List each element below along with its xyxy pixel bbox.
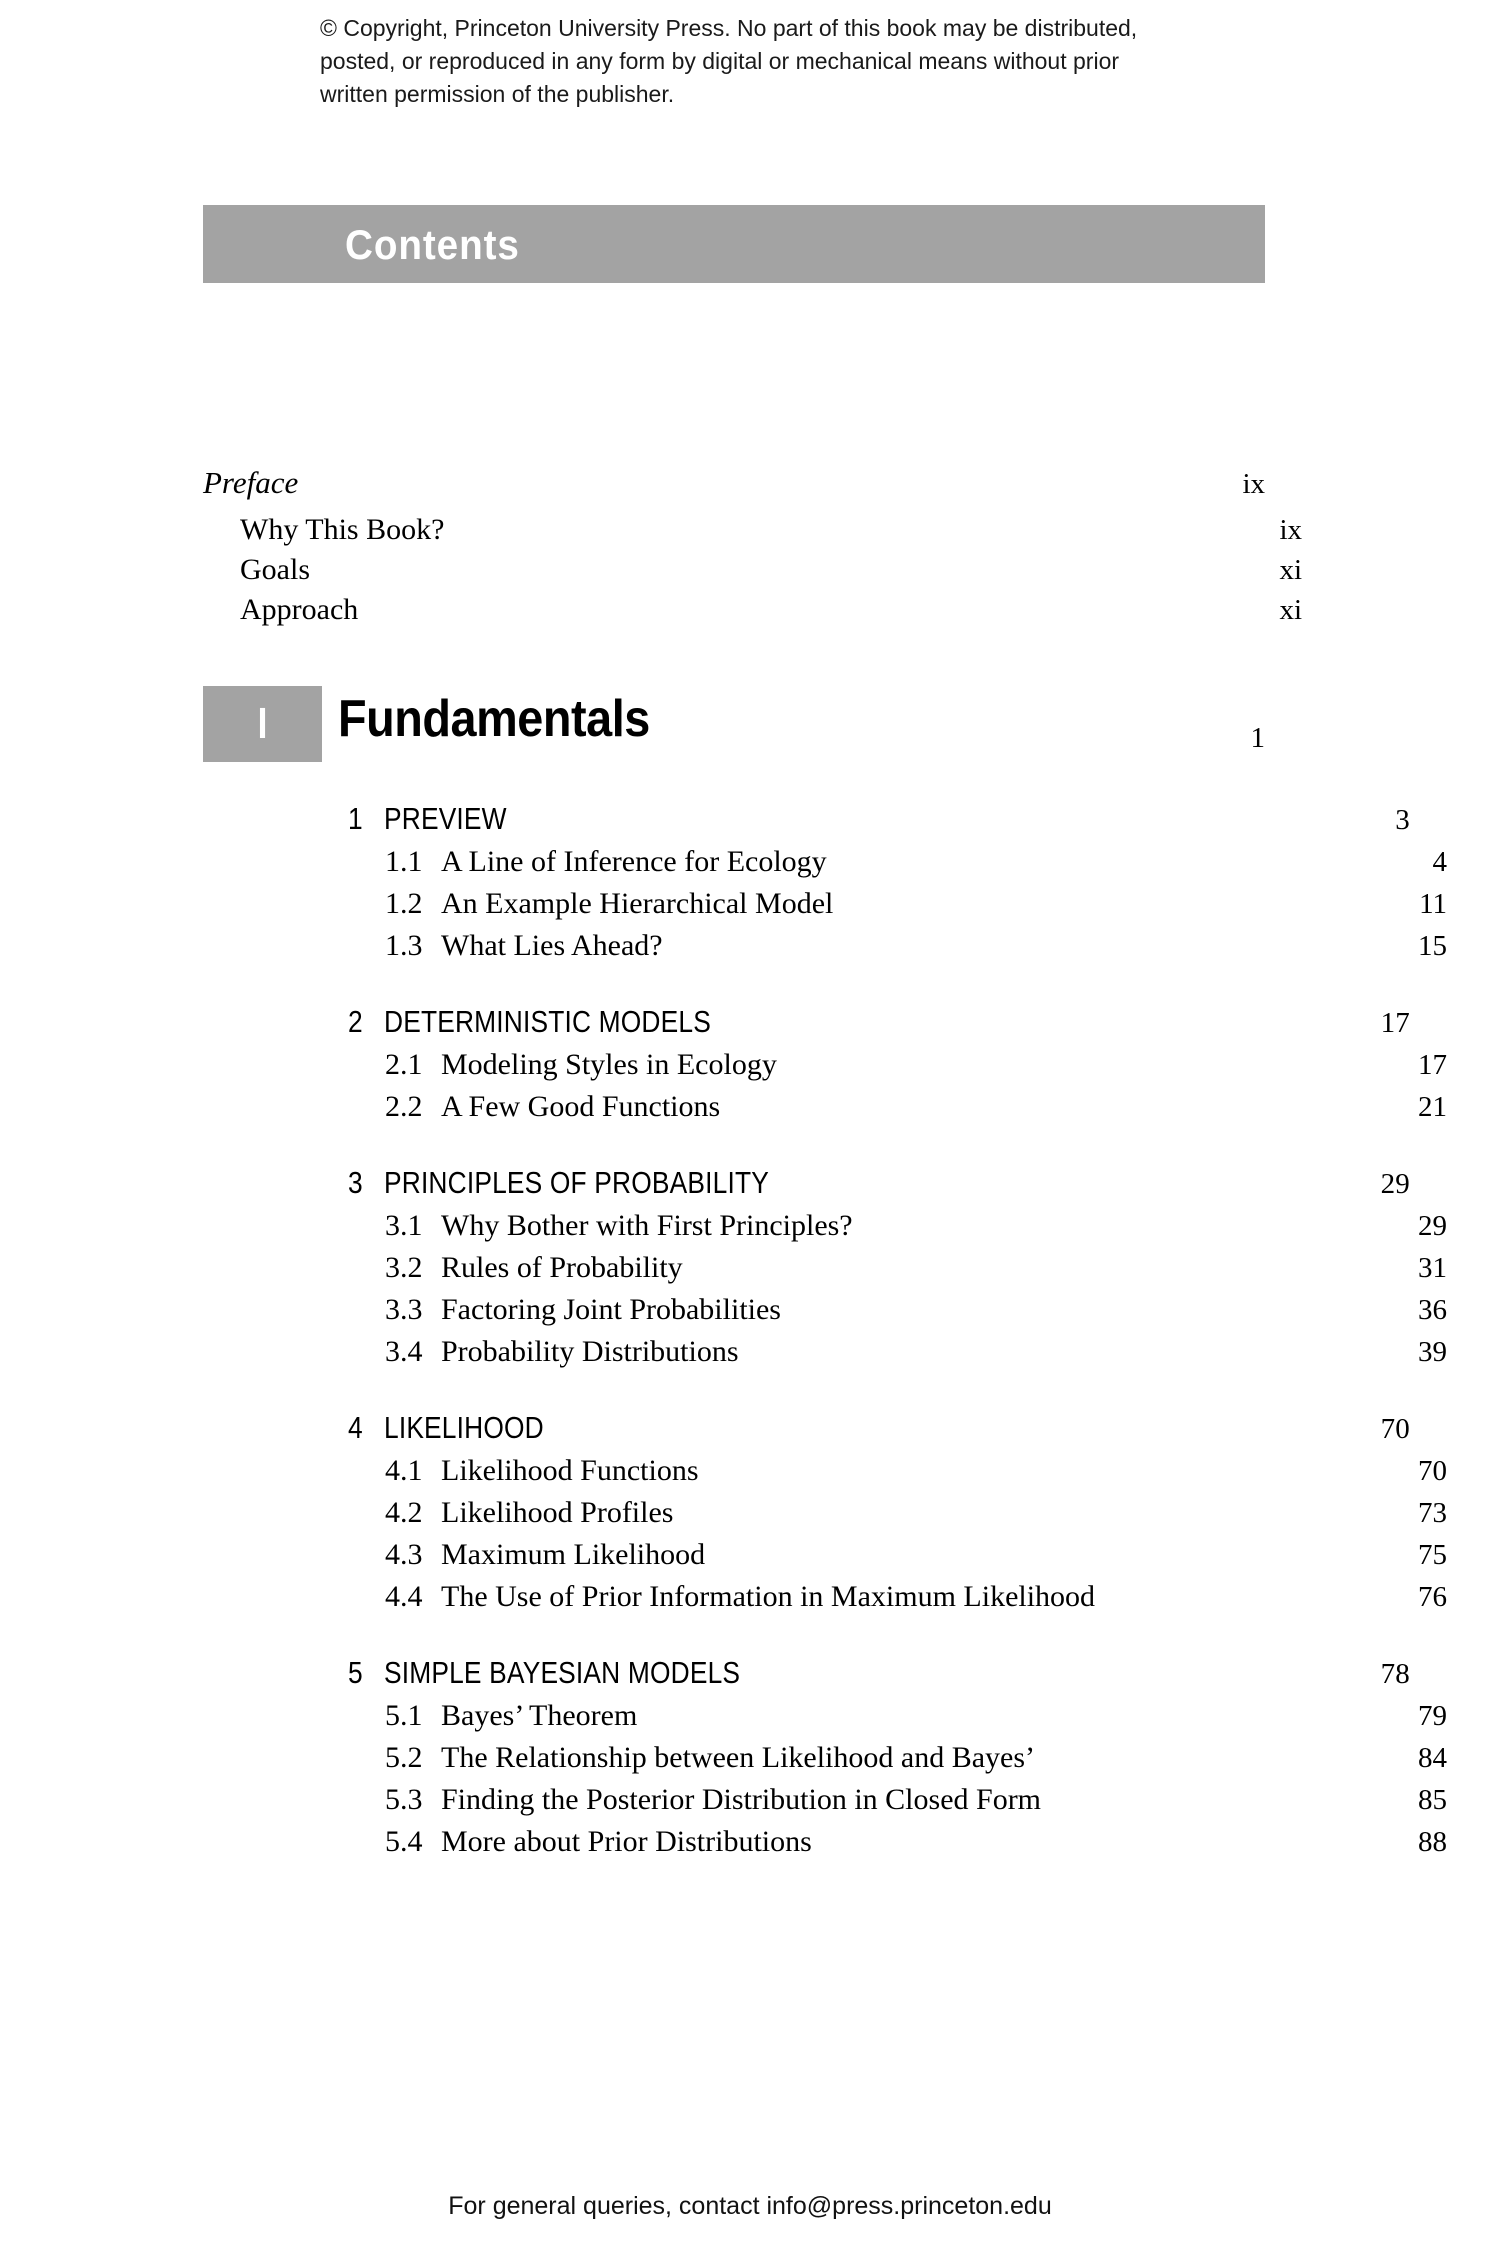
section-page-number: 17 (1418, 1049, 1447, 1081)
section-number: 5.3 (385, 1783, 423, 1816)
part-title: Fundamentals (338, 690, 650, 748)
section-page-number: 85 (1418, 1784, 1447, 1816)
section-title: Modeling Styles in Ecology (441, 1048, 777, 1081)
section-number: 4.3 (385, 1538, 423, 1571)
section-number: 2.2 (385, 1090, 423, 1123)
section-number: 5.2 (385, 1741, 423, 1774)
section-title: Factoring Joint Probabilities (441, 1293, 781, 1326)
chapter-page-number: 29 (1380, 1168, 1410, 1200)
section-title: An Example Hierarchical Model (441, 887, 834, 920)
chapter-number: 2 (348, 1004, 363, 1039)
entry-title: Preface (203, 465, 299, 500)
section-title: The Use of Prior Information in Maximum Likelihood (441, 1580, 1096, 1613)
section-title: A Few Good Functions (441, 1090, 721, 1123)
section-number: 1.2 (385, 887, 423, 920)
section-entry[interactable] (203, 1821, 1447, 1863)
page-title: Contents (345, 221, 520, 268)
chapter-group (203, 1001, 1447, 1128)
chapter-page-number: 70 (1380, 1413, 1410, 1445)
section-entry[interactable] (203, 1247, 1447, 1289)
section-number: 2.1 (385, 1048, 423, 1081)
section-page-number: 36 (1418, 1294, 1447, 1326)
section-entry[interactable] (203, 925, 1447, 967)
section-entry[interactable] (203, 1695, 1447, 1737)
section-entry[interactable] (203, 1331, 1447, 1373)
section-entry[interactable] (203, 1450, 1447, 1492)
entry-title: Goals (240, 553, 310, 586)
entry-title: Why This Book? (240, 513, 445, 546)
chapter-entry[interactable] (203, 1001, 1410, 1044)
section-number: 4.4 (385, 1580, 423, 1613)
section-entry[interactable] (203, 1576, 1447, 1618)
chapter-group (203, 1162, 1447, 1373)
chapter-title: SIMPLE BAYESIAN MODELS (384, 1655, 741, 1690)
section-entry[interactable] (203, 1737, 1447, 1779)
chapter-page-number: 78 (1380, 1658, 1410, 1690)
copyright-notice: © Copyright, Princeton University Press. No part of this book may be distributed, posted, or reproduced in any form by digital or mechanical means without prior written permission of the publisher. (320, 15, 1138, 107)
chapter-title: PRINCIPLES OF PROBABILITY (384, 1165, 769, 1200)
entry-page-number: xi (1279, 554, 1302, 586)
section-page-number: 73 (1418, 1497, 1447, 1529)
chapter-entry[interactable] (203, 1162, 1410, 1205)
part-page-number: 1 (1250, 722, 1265, 754)
section-page-number: 76 (1418, 1581, 1447, 1613)
section-entry[interactable] (203, 1534, 1447, 1576)
chapter-page-number: 3 (1395, 804, 1410, 836)
section-page-number: 31 (1418, 1252, 1447, 1284)
section-page-number: 11 (1419, 888, 1447, 920)
entry-title: Approach (240, 593, 359, 626)
chapter-entry[interactable] (203, 1407, 1410, 1450)
section-number: 4.2 (385, 1496, 423, 1529)
footer-note: For general queries, contact info@press.princeton.edu (448, 2192, 1052, 2220)
section-entry[interactable] (203, 1289, 1447, 1331)
section-entry[interactable] (203, 1044, 1447, 1086)
section-title: Likelihood Functions (441, 1454, 699, 1487)
chapter-number: 3 (348, 1165, 363, 1200)
section-title: Bayes’ Theorem (441, 1699, 638, 1732)
chapter-page-number: 17 (1380, 1007, 1410, 1039)
chapter-number: 5 (348, 1655, 363, 1690)
chapter-number: 1 (348, 801, 363, 836)
part-numeral: I (257, 699, 268, 748)
section-title: What Lies Ahead? (441, 929, 663, 962)
section-page-number: 21 (1418, 1091, 1447, 1123)
section-page-number: 75 (1418, 1539, 1447, 1571)
chapter-group (203, 1407, 1447, 1618)
front-matter-subentry[interactable] (203, 510, 1302, 550)
section-number: 4.1 (385, 1454, 423, 1487)
section-title: Probability Distributions (441, 1335, 739, 1368)
section-entry[interactable] (203, 841, 1447, 883)
front-matter-subentry[interactable] (203, 550, 1302, 590)
front-matter-entry[interactable] (203, 462, 1265, 505)
section-entry[interactable] (203, 1492, 1447, 1534)
section-title: Why Bother with First Principles? (441, 1209, 853, 1242)
contents-banner (203, 205, 1265, 283)
section-number: 3.1 (385, 1209, 423, 1242)
section-title: Finding the Posterior Distribution in Closed Form (441, 1783, 1042, 1816)
section-page-number: 88 (1418, 1826, 1447, 1858)
section-title: The Relationship between Likelihood and Bayes’ (441, 1741, 1036, 1774)
section-number: 3.2 (385, 1251, 423, 1284)
chapter-group (203, 798, 1447, 967)
chapter-group (203, 1652, 1447, 1863)
chapter-list (203, 798, 1447, 1863)
section-page-number: 4 (1432, 846, 1447, 878)
section-number: 5.1 (385, 1699, 423, 1732)
front-matter-subentry[interactable] (203, 590, 1302, 630)
table-of-contents (203, 462, 1447, 1863)
section-entry[interactable] (203, 1205, 1447, 1247)
section-page-number: 15 (1418, 930, 1447, 962)
section-title: Likelihood Profiles (441, 1496, 674, 1529)
chapter-title: LIKELIHOOD (384, 1410, 544, 1445)
section-number: 1.1 (385, 845, 423, 878)
part-heading (203, 680, 1265, 776)
section-entry[interactable] (203, 883, 1447, 925)
section-page-number: 39 (1418, 1336, 1447, 1368)
section-page-number: 29 (1418, 1210, 1447, 1242)
section-title: Maximum Likelihood (441, 1538, 706, 1571)
section-title: Rules of Probability (441, 1251, 683, 1284)
chapter-title: DETERMINISTIC MODELS (384, 1004, 711, 1039)
entry-page-number: ix (1242, 468, 1265, 500)
section-page-number: 79 (1418, 1700, 1447, 1732)
section-page-number: 70 (1418, 1455, 1447, 1487)
section-page-number: 84 (1418, 1742, 1447, 1774)
section-number: 5.4 (385, 1825, 423, 1858)
chapter-entry[interactable] (203, 1652, 1410, 1695)
entry-page-number: ix (1279, 514, 1302, 546)
chapter-entry[interactable] (203, 798, 1410, 841)
chapter-title: PREVIEW (384, 801, 507, 836)
section-title: A Line of Inference for Ecology (441, 845, 827, 878)
section-number: 3.4 (385, 1335, 423, 1368)
section-number: 3.3 (385, 1293, 423, 1326)
section-number: 1.3 (385, 929, 423, 962)
section-title: More about Prior Distributions (441, 1825, 812, 1858)
entry-page-number: xi (1279, 594, 1302, 626)
front-matter-list (203, 462, 1302, 630)
chapter-number: 4 (348, 1410, 363, 1445)
section-entry[interactable] (203, 1086, 1447, 1128)
section-entry[interactable] (203, 1779, 1447, 1821)
